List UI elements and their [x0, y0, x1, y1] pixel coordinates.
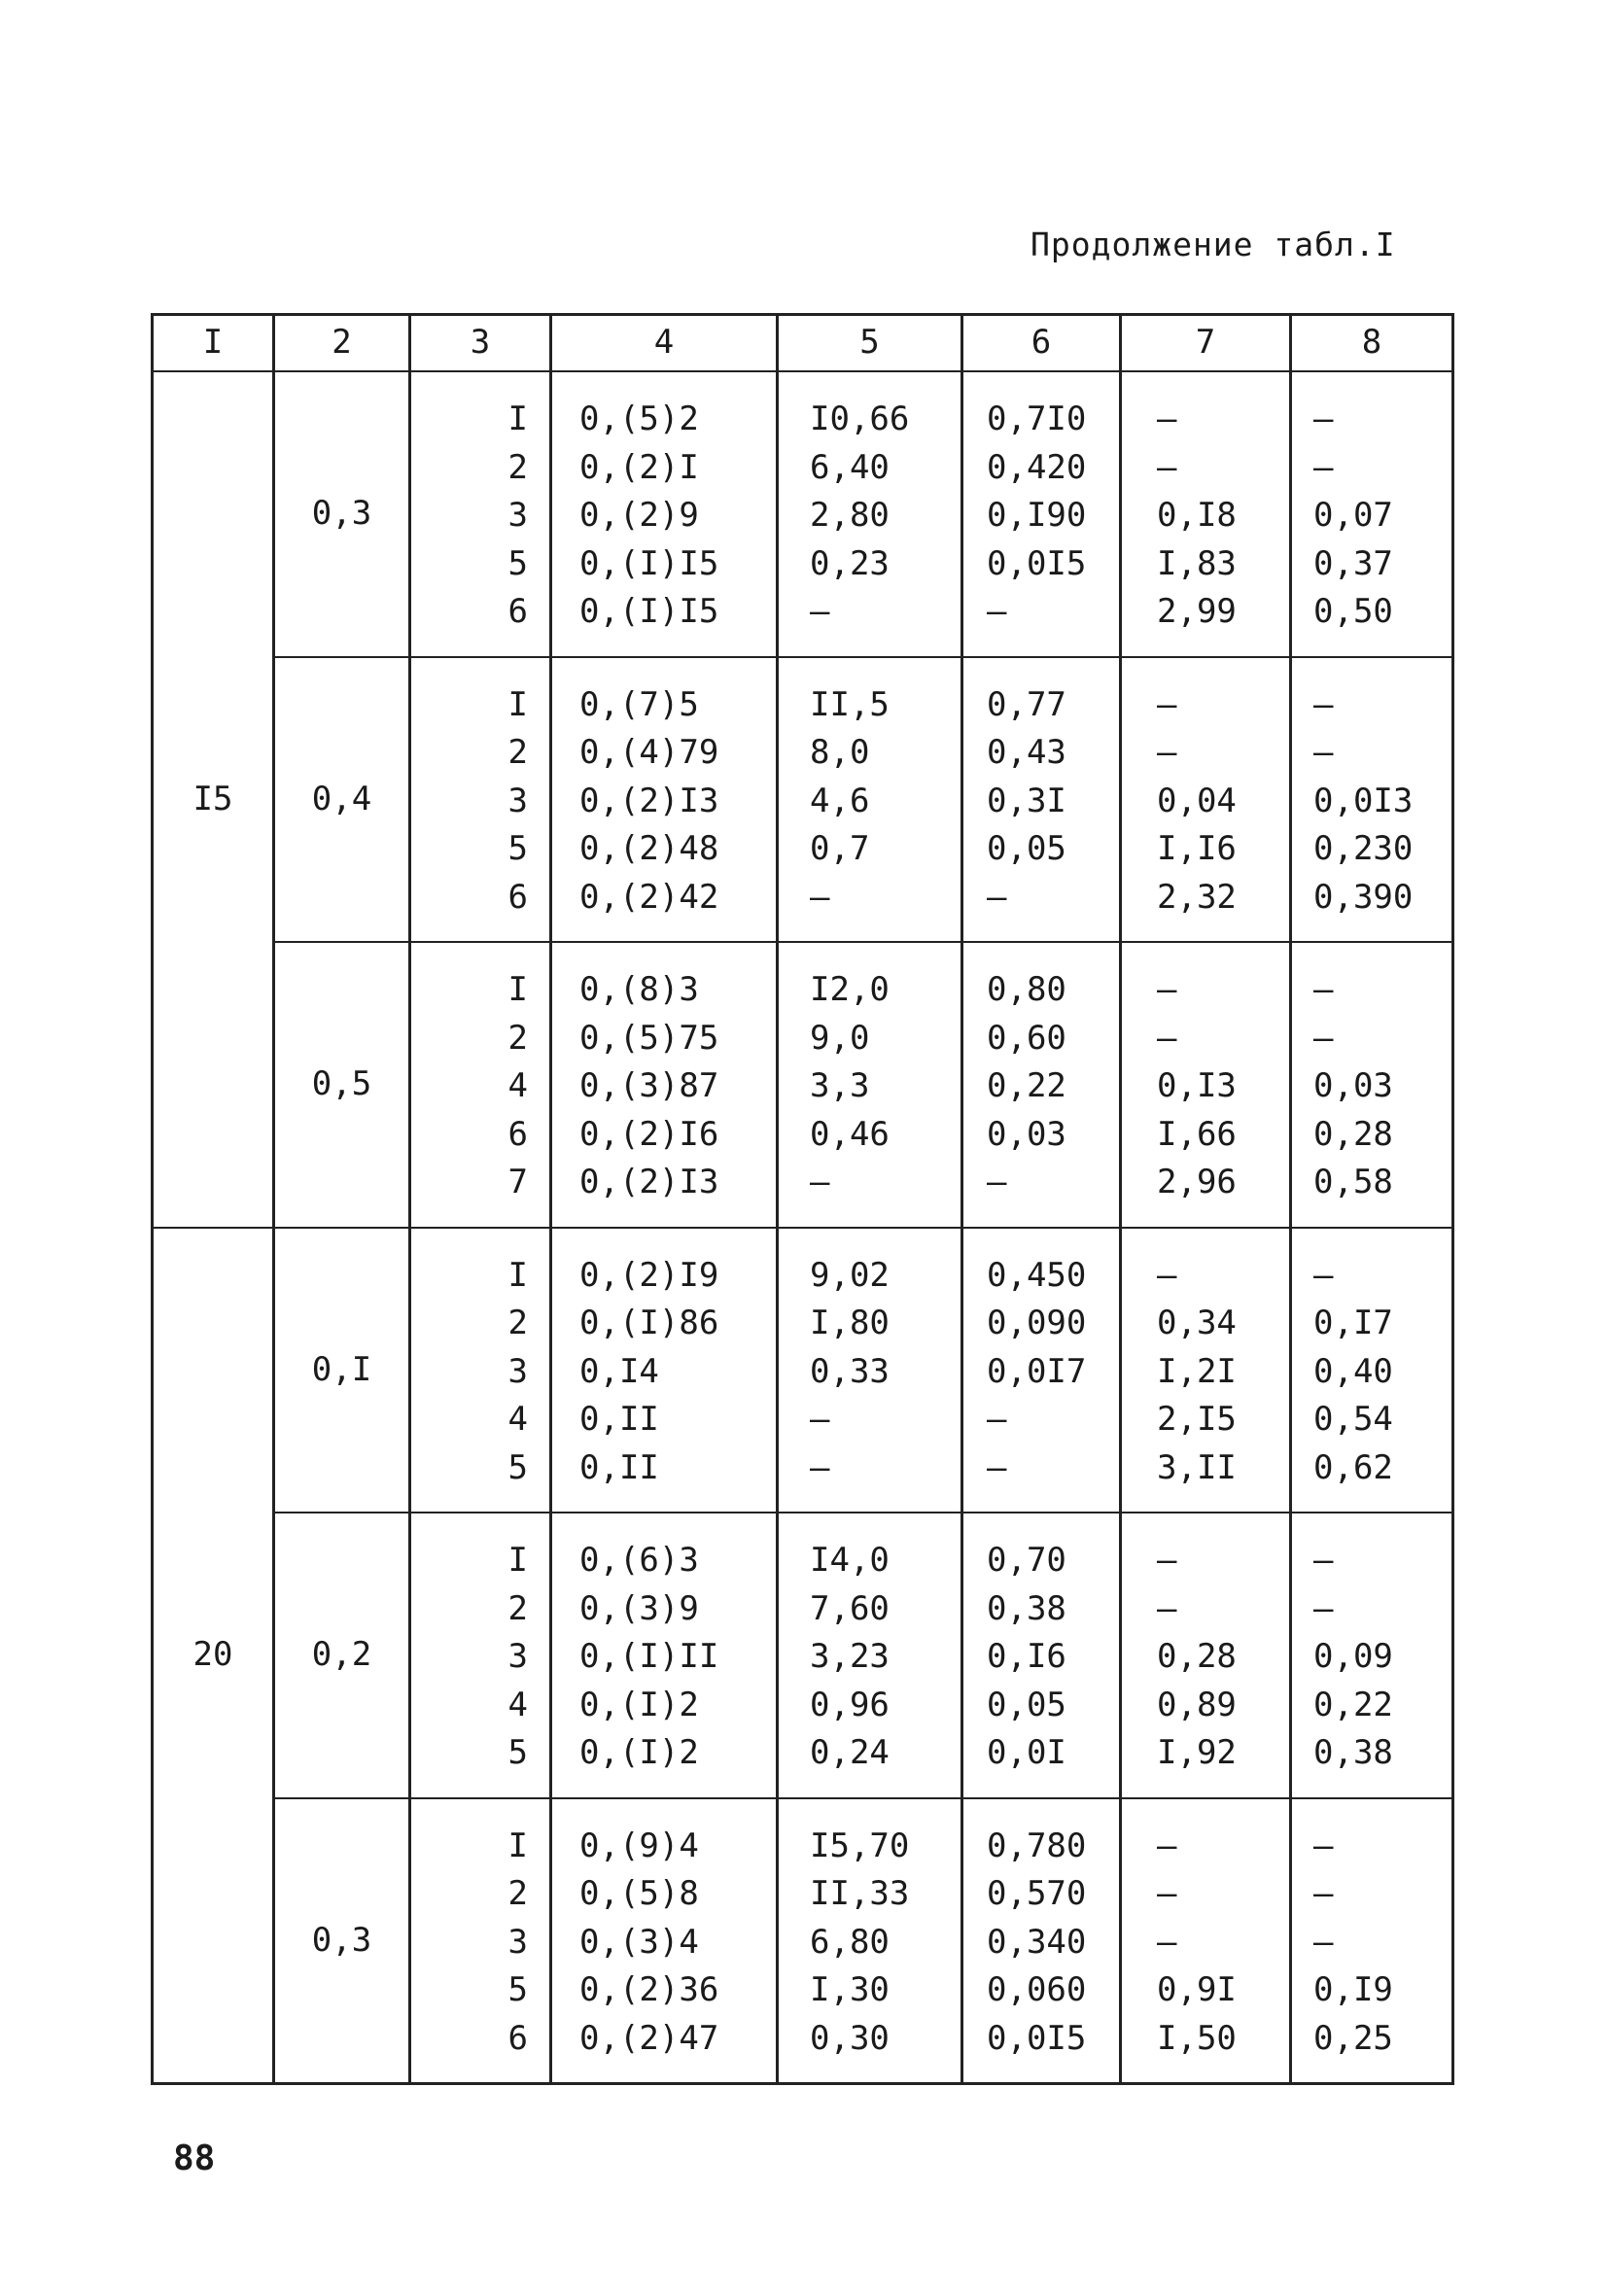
cell-value: 3,II [1157, 1447, 1237, 1487]
cell-value: 0,24 [810, 1733, 890, 1772]
cell-value: 7,60 [810, 1588, 890, 1628]
cell-value: – [1157, 1874, 1177, 1913]
cell-value: 0,570 [987, 1874, 1087, 1913]
cell-value: 0,0I [987, 1733, 1066, 1772]
cell-value: I,30 [810, 1970, 890, 2009]
column-header-4: 4 [551, 315, 778, 372]
column-4-cell [551, 1798, 778, 2084]
cell-value: 9,02 [810, 1255, 890, 1295]
cell-value: I5,70 [810, 1826, 910, 1865]
cell-value: – [1157, 733, 1177, 772]
column-5-cell [778, 1513, 962, 1798]
cell-value: 0,390 [1313, 877, 1414, 917]
cell-value: 0,7I0 [987, 400, 1087, 438]
cell-value: 6 [507, 2018, 528, 2058]
cell-value: 0,30 [810, 2018, 890, 2058]
cell-value: 0,I7 [1313, 1304, 1393, 1342]
group-row [153, 657, 1453, 943]
cell-value: – [1157, 684, 1177, 724]
cell-value: – [1157, 1255, 1177, 1295]
column-6-cell [962, 942, 1121, 1228]
cell-value: 0,(2)47 [579, 2018, 719, 2058]
cell-value: 3,23 [810, 1637, 890, 1676]
cell-value: 2,I5 [1157, 1400, 1237, 1439]
cell-value: I [507, 684, 528, 724]
cell-value: 6 [507, 1114, 528, 1154]
cell-value: 0,(I)I5 [579, 543, 719, 583]
group-value-col2: 0,I [274, 1228, 410, 1513]
cell-value: 0,(6)3 [579, 1541, 699, 1580]
cell-value: 0,58 [1313, 1163, 1393, 1201]
cell-value: 0,I3 [1157, 1066, 1237, 1105]
cell-value: 0,(3)9 [579, 1588, 699, 1628]
section-value-col1: I5 [153, 371, 274, 1228]
column-header-6: 6 [962, 315, 1121, 372]
cell-value: 0,(9)4 [579, 1826, 699, 1865]
column-5-cell [778, 1228, 962, 1513]
group-row [153, 1228, 1453, 1513]
cell-value: – [1313, 1541, 1334, 1580]
cell-value: 0,(I)I5 [579, 592, 719, 631]
cell-value: 2,32 [1157, 877, 1237, 917]
column-3-cell [410, 942, 551, 1228]
cell-value: 0,I90 [987, 496, 1087, 535]
cell-value: 6,40 [810, 447, 890, 487]
cell-value: I,2I [1157, 1351, 1237, 1391]
cell-value: I,I6 [1157, 829, 1237, 868]
column-3-cell [410, 1228, 551, 1513]
cell-value: 2 [507, 1304, 528, 1342]
group-value-col2: 0,3 [274, 371, 410, 657]
cell-value: 0,70 [987, 1541, 1066, 1580]
cell-value: 0,(7)5 [579, 684, 699, 724]
column-7-cell [1121, 1228, 1291, 1513]
group-value-col2: 0,5 [274, 942, 410, 1228]
cell-value: 5 [507, 543, 528, 583]
column-6-cell [962, 1798, 1121, 2084]
column-4-cell [551, 942, 778, 1228]
cell-value: – [1313, 684, 1334, 724]
cell-value: – [1313, 1874, 1334, 1913]
cell-value: – [1157, 970, 1177, 1009]
cell-value: 0,04 [1157, 781, 1237, 820]
column-3-cell [410, 371, 551, 657]
cell-value: 2,99 [1157, 592, 1237, 631]
cell-value: – [1313, 1922, 1334, 1962]
column-header-7: 7 [1121, 315, 1291, 372]
group-row [153, 1798, 1453, 2084]
column-header-3: 3 [410, 315, 551, 372]
cell-value: 0,22 [987, 1066, 1066, 1105]
cell-value: 0,23 [810, 543, 890, 583]
cell-value: I,66 [1157, 1114, 1237, 1154]
cell-value: I [507, 400, 528, 438]
cell-value: 0,(5)75 [579, 1018, 719, 1058]
cell-value: – [810, 877, 830, 917]
column-7-cell [1121, 1513, 1291, 1798]
cell-value: 0,96 [810, 1685, 890, 1724]
cell-value: 9,0 [810, 1018, 870, 1058]
column-8-cell [1291, 1228, 1453, 1513]
cell-value: 0,I4 [579, 1351, 659, 1391]
column-8-cell [1291, 657, 1453, 943]
header-row [153, 315, 1453, 372]
cell-value: – [1313, 970, 1334, 1009]
cell-value: 2 [507, 1018, 528, 1058]
column-4-cell [551, 1228, 778, 1513]
cell-value: 0,(2)I9 [579, 1255, 719, 1295]
cell-value: 0,(3)87 [579, 1066, 719, 1105]
group-row [153, 371, 1453, 657]
cell-value: I [507, 1826, 528, 1865]
cell-value: 0,I6 [987, 1637, 1066, 1676]
column-8-cell [1291, 371, 1453, 657]
cell-value: 0,54 [1313, 1400, 1393, 1439]
cell-value: 0,7 [810, 829, 870, 868]
cell-value: 0,(2)36 [579, 1970, 719, 2009]
cell-value: I,83 [1157, 543, 1237, 583]
column-4-cell [551, 657, 778, 943]
cell-value: 0,(2)9 [579, 496, 699, 535]
cell-value: 0,420 [987, 447, 1087, 487]
cell-value: 0,40 [1313, 1351, 1393, 1391]
section-value-col1: 20 [153, 1228, 274, 2084]
column-4-cell [551, 371, 778, 657]
cell-value: 0,07 [1313, 496, 1393, 535]
cell-value: I,80 [810, 1304, 890, 1342]
column-6-cell [962, 1513, 1121, 1798]
cell-value: 4 [507, 1685, 528, 1724]
cell-value: 2 [507, 733, 528, 772]
cell-value: 0,38 [987, 1588, 1066, 1628]
column-7-cell [1121, 657, 1291, 943]
group-value-col2: 0,3 [274, 1798, 410, 2084]
cell-value: 0,05 [987, 829, 1066, 868]
cell-value: 0,780 [987, 1826, 1087, 1865]
cell-value: – [987, 1400, 1007, 1439]
cell-value: 0,II [579, 1400, 659, 1439]
cell-value: 0,(I)2 [579, 1733, 699, 1772]
cell-value: I [507, 1541, 528, 1580]
cell-value: 0,46 [810, 1114, 890, 1154]
column-6-cell [962, 657, 1121, 943]
cell-value: 0,(I)2 [579, 1685, 699, 1724]
cell-value: – [810, 1400, 830, 1439]
cell-value: II,33 [810, 1874, 910, 1913]
cell-value: 0,9I [1157, 1970, 1237, 2009]
cell-value: 0,0I3 [1313, 781, 1414, 820]
cell-value: 0,(4)79 [579, 733, 719, 772]
cell-value: 4 [507, 1400, 528, 1439]
cell-value: 0,(5)2 [579, 400, 699, 438]
cell-value: 0,0I5 [987, 2018, 1087, 2058]
cell-value: 0,33 [810, 1351, 890, 1391]
cell-value: – [987, 592, 1007, 631]
cell-value: 0,(2)I [579, 447, 699, 487]
cell-value: – [1157, 1588, 1177, 1628]
cell-value: 6,80 [810, 1922, 890, 1962]
cell-value: 0,38 [1313, 1733, 1393, 1772]
cell-value: 3 [507, 781, 528, 820]
cell-value: 0,22 [1313, 1685, 1393, 1724]
cell-value: 6 [507, 877, 528, 917]
cell-value: – [1157, 400, 1177, 438]
group-row [153, 942, 1453, 1228]
cell-value: I2,0 [810, 970, 890, 1009]
column-5-cell [778, 942, 962, 1228]
cell-value: 0,0I7 [987, 1351, 1087, 1391]
cell-value: – [1157, 1018, 1177, 1058]
cell-value: – [1157, 1541, 1177, 1580]
cell-value: 0,28 [1157, 1637, 1237, 1676]
cell-value: – [810, 1163, 830, 1201]
cell-value: 8,0 [810, 733, 870, 772]
cell-value: 0,I8 [1157, 496, 1237, 535]
cell-value: 0,3I [987, 781, 1066, 820]
column-3-cell [410, 1798, 551, 2084]
cell-value: 0,(5)8 [579, 1874, 699, 1913]
cell-value: 0,28 [1313, 1114, 1393, 1154]
table-continuation-caption: Продолжение табл.I [1031, 226, 1396, 263]
column-header-2: 2 [274, 315, 410, 372]
cell-value: II,5 [810, 684, 890, 724]
cell-value: 0,090 [987, 1304, 1087, 1342]
cell-value: 2 [507, 1588, 528, 1628]
group-value-col2: 0,4 [274, 657, 410, 943]
cell-value: – [1313, 733, 1334, 772]
cell-value: 0,230 [1313, 829, 1414, 868]
cell-value: 3 [507, 1351, 528, 1391]
cell-value: – [1313, 1588, 1334, 1628]
cell-value: 0,60 [987, 1018, 1066, 1058]
column-7-cell [1121, 371, 1291, 657]
column-header-1: I [153, 315, 274, 372]
cell-value: – [1157, 1826, 1177, 1865]
cell-value: 7 [507, 1163, 528, 1201]
data-table [151, 313, 1454, 2085]
cell-value: 3 [507, 1922, 528, 1962]
cell-value: 2,96 [1157, 1163, 1237, 1201]
cell-value: I,92 [1157, 1733, 1237, 1772]
cell-value: 5 [507, 829, 528, 868]
cell-value: – [1157, 1922, 1177, 1962]
column-header-8: 8 [1291, 315, 1453, 372]
cell-value: 0,34 [1157, 1304, 1237, 1342]
cell-value: – [810, 592, 830, 631]
cell-value: 3 [507, 1637, 528, 1676]
cell-value: I [507, 970, 528, 1009]
cell-value: 0,(2)48 [579, 829, 719, 868]
cell-value: I0,66 [810, 400, 910, 438]
cell-value: – [810, 1447, 830, 1487]
cell-value: 0,060 [987, 1970, 1087, 2009]
column-5-cell [778, 371, 962, 657]
group-row [153, 1513, 1453, 1798]
cell-value: 0,0I5 [987, 543, 1087, 583]
cell-value: 4,6 [810, 781, 870, 820]
cell-value: I [507, 1255, 528, 1295]
cell-value: 5 [507, 1970, 528, 2009]
cell-value: – [987, 1447, 1007, 1487]
cell-value: 4 [507, 1066, 528, 1105]
cell-value: 2,80 [810, 496, 890, 535]
cell-value: 2 [507, 447, 528, 487]
cell-value: – [1313, 1255, 1334, 1295]
cell-value: 0,43 [987, 733, 1066, 772]
cell-value: – [1313, 400, 1334, 438]
cell-value: – [1313, 1826, 1334, 1865]
cell-value: 0,(I)II [579, 1637, 719, 1676]
cell-value: I4,0 [810, 1541, 890, 1580]
column-6-cell [962, 371, 1121, 657]
cell-value: 0,I9 [1313, 1970, 1393, 2009]
cell-value: 0,(2)I3 [579, 781, 719, 820]
cell-value: 0,62 [1313, 1447, 1393, 1487]
table-body [153, 371, 1453, 2084]
column-header-5: 5 [778, 315, 962, 372]
cell-value: 0,(3)4 [579, 1922, 699, 1962]
column-4-cell [551, 1513, 778, 1798]
cell-value: – [987, 877, 1007, 917]
group-value-col2: 0,2 [274, 1513, 410, 1798]
cell-value: 0,(2)42 [579, 877, 719, 917]
cell-value: 2 [507, 1874, 528, 1913]
cell-value: 0,03 [1313, 1066, 1393, 1105]
cell-value: 0,25 [1313, 2018, 1393, 2058]
column-8-cell [1291, 942, 1453, 1228]
cell-value: I,50 [1157, 2018, 1237, 2058]
cell-value: 0,450 [987, 1255, 1087, 1295]
column-8-cell [1291, 1513, 1453, 1798]
column-3-cell [410, 1513, 551, 1798]
cell-value: 0,(2)I6 [579, 1114, 719, 1154]
cell-value: 0,05 [987, 1685, 1066, 1724]
cell-value: 0,77 [987, 684, 1066, 724]
page-number: 88 [173, 2139, 216, 2178]
cell-value: 0,II [579, 1447, 659, 1487]
cell-value: 5 [507, 1447, 528, 1487]
cell-value: 0,(2)I3 [579, 1163, 719, 1201]
column-3-cell [410, 657, 551, 943]
cell-value: 3,3 [810, 1066, 870, 1105]
cell-value: 0,340 [987, 1922, 1087, 1962]
column-5-cell [778, 1798, 962, 2084]
cell-value: 0,03 [987, 1114, 1066, 1154]
cell-value: – [987, 1163, 1007, 1201]
cell-value: 0,(I)86 [579, 1304, 719, 1342]
cell-value: – [1313, 447, 1334, 487]
column-8-cell [1291, 1798, 1453, 2084]
cell-value: 0,09 [1313, 1637, 1393, 1676]
cell-value: 3 [507, 496, 528, 535]
column-5-cell [778, 657, 962, 943]
column-6-cell [962, 1228, 1121, 1513]
cell-value: – [1313, 1018, 1334, 1058]
column-7-cell [1121, 942, 1291, 1228]
cell-value: 0,89 [1157, 1685, 1237, 1724]
cell-value: 0,37 [1313, 543, 1393, 583]
cell-value: 0,50 [1313, 592, 1393, 631]
cell-value: 0,(8)3 [579, 970, 699, 1009]
cell-value: 0,80 [987, 970, 1066, 1009]
cell-value: 5 [507, 1733, 528, 1772]
column-7-cell [1121, 1798, 1291, 2084]
cell-value: 6 [507, 592, 528, 631]
cell-value: – [1157, 447, 1177, 487]
